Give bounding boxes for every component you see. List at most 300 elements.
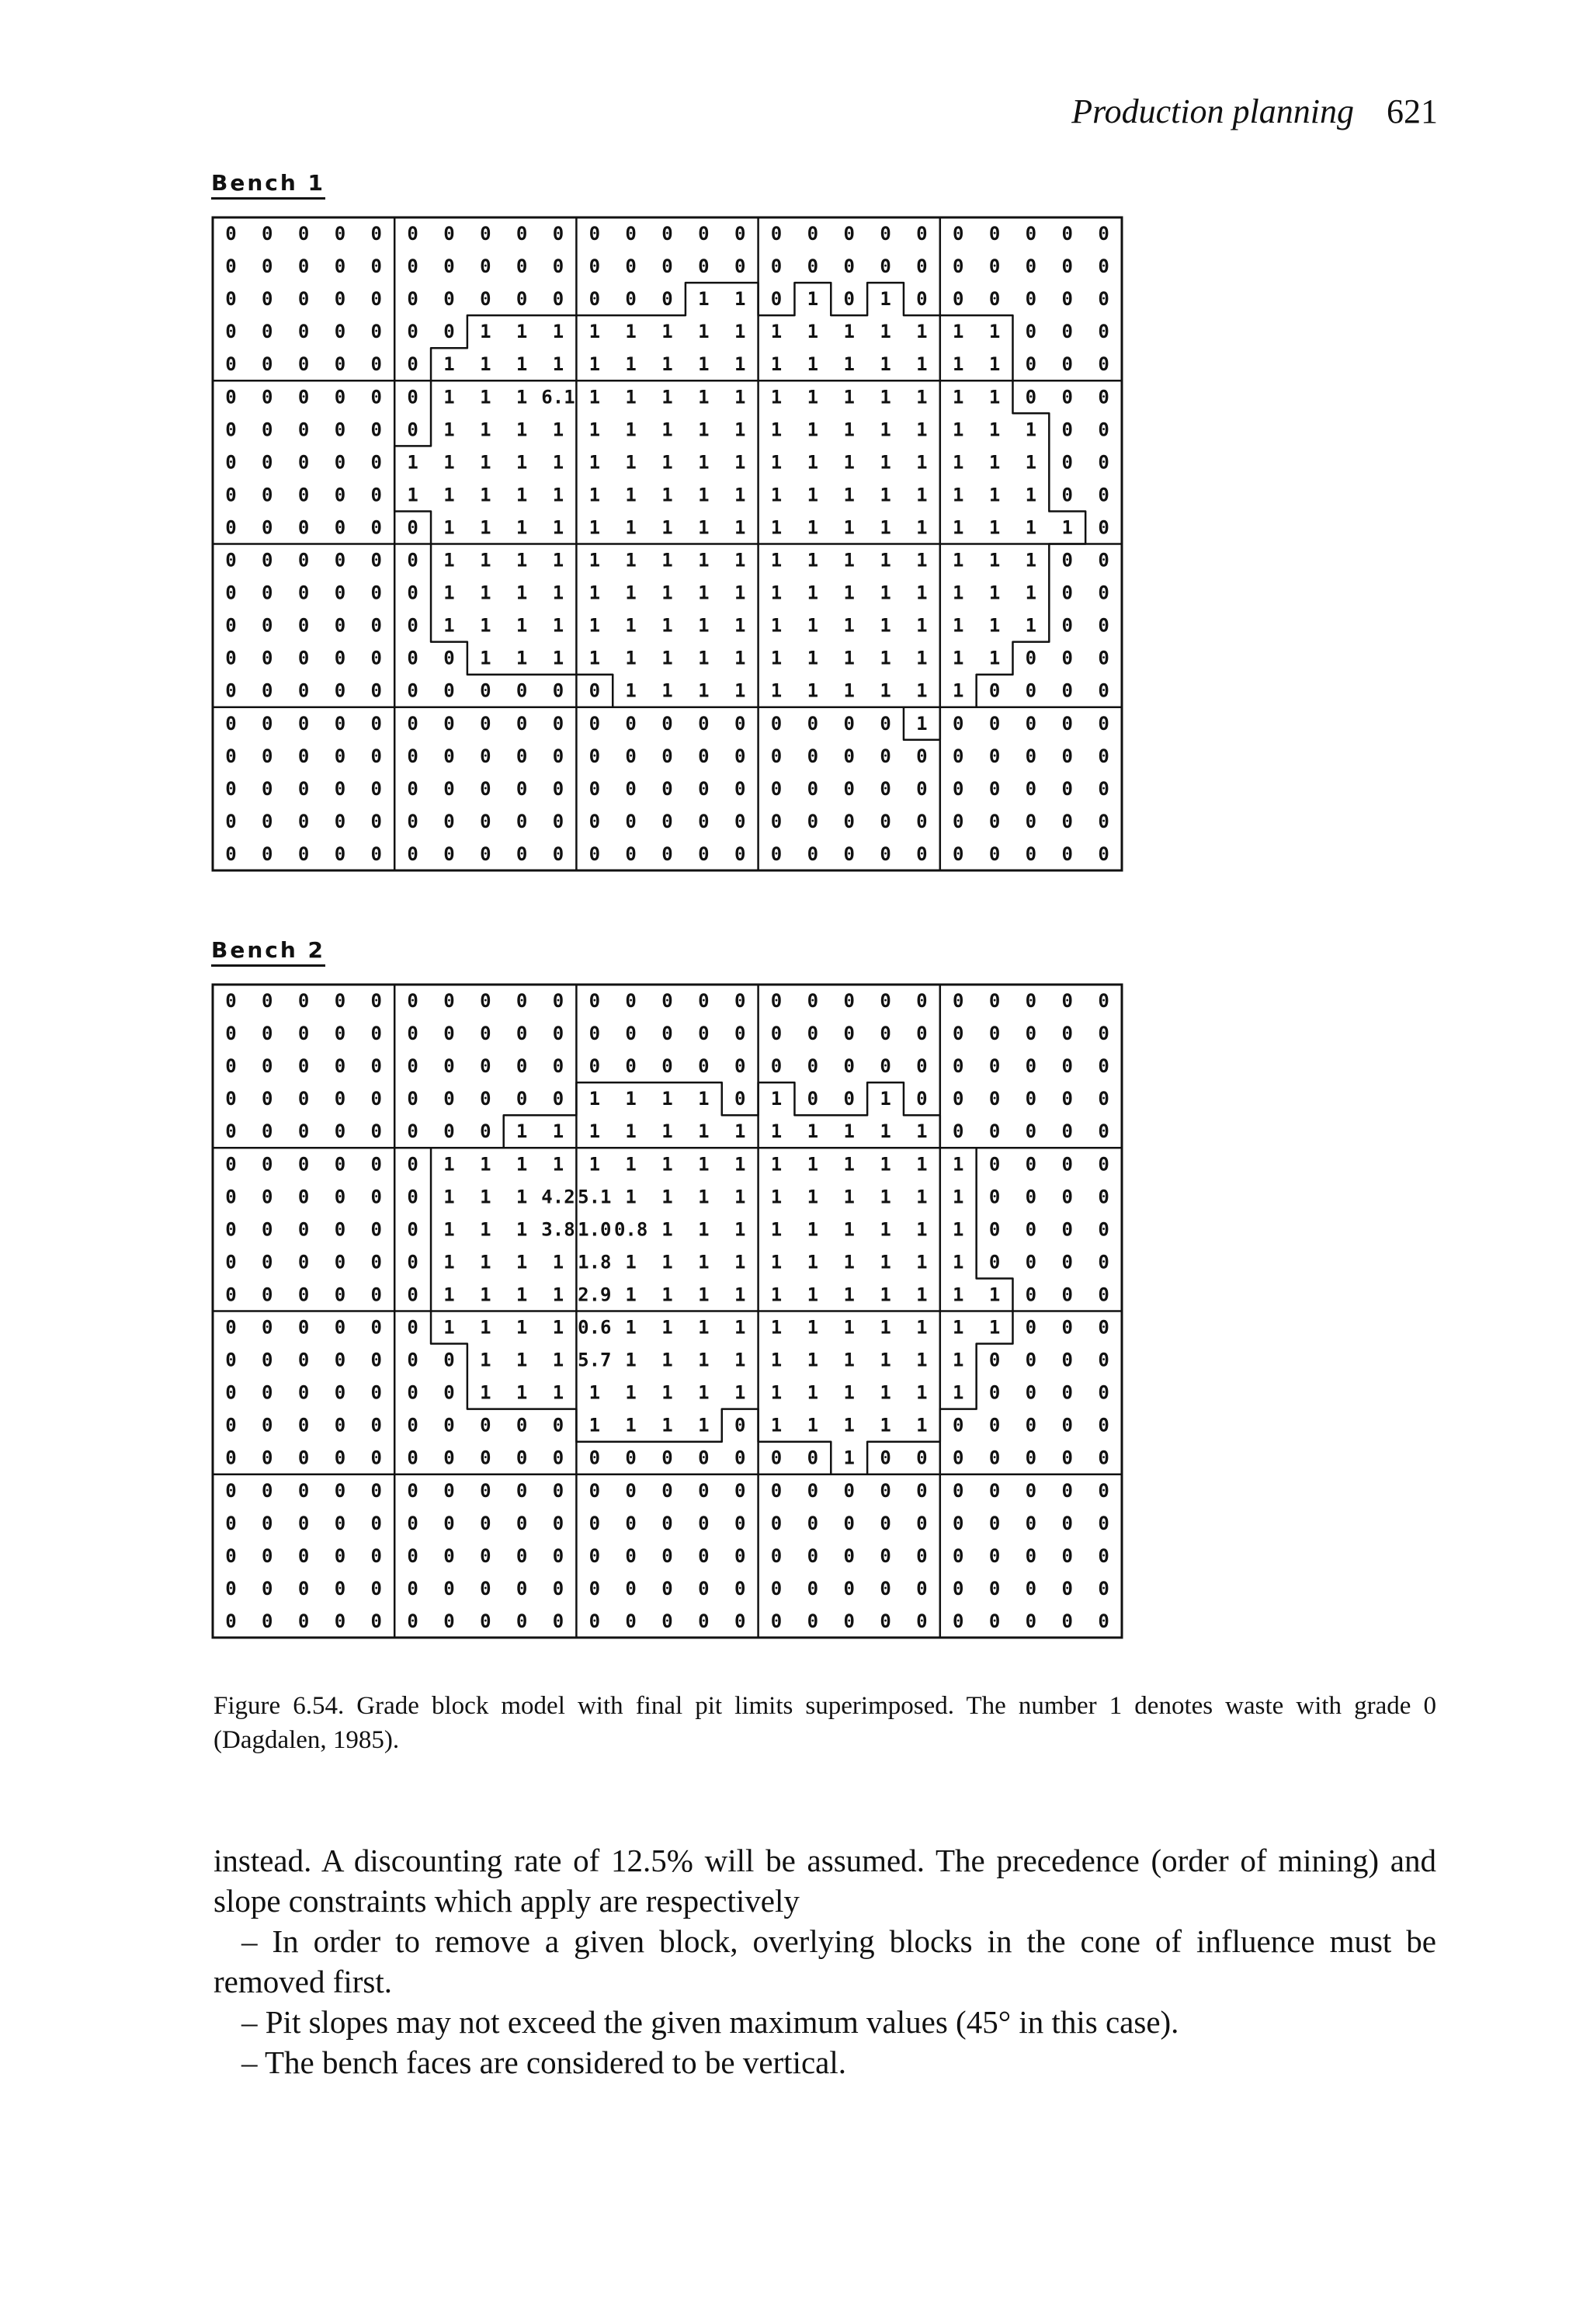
- grid-cell-value: 0: [588, 1023, 601, 1045]
- grid-cell-value: 1: [516, 321, 528, 343]
- grid-cell-value: 0: [262, 353, 273, 376]
- grid-cell-value: 0: [698, 223, 710, 245]
- grid-cell-value: 0: [588, 810, 601, 832]
- grid-cell-value: 0: [1098, 419, 1109, 441]
- grid-cell-value: 1: [1025, 484, 1037, 506]
- grid-cell-value: 1: [988, 386, 1001, 408]
- grid-cell-value: 0: [1061, 1316, 1073, 1339]
- grid-cell-value: 1: [480, 321, 491, 343]
- grid-cell-value: 0: [661, 1610, 673, 1632]
- grid-cell-value: 0: [370, 745, 383, 767]
- grid-cell-value: 0: [552, 1512, 564, 1534]
- grid-cell-value: 0: [225, 990, 237, 1013]
- grid-cell-value: 0: [916, 288, 928, 311]
- grid-cell-value: 0: [843, 1544, 855, 1567]
- grid-cell-value: 1: [661, 582, 673, 604]
- grid-cell-value: 1: [625, 1414, 637, 1436]
- grid-cell-value: 0: [1061, 419, 1073, 441]
- grid-cell-value: 0: [952, 810, 964, 832]
- grid-cell-value: 1: [916, 1284, 928, 1306]
- grid-cell-value: 0: [334, 223, 346, 245]
- grid-cell-value: 0: [916, 1610, 928, 1632]
- grid-cell-value: 0: [734, 1055, 746, 1078]
- grid-cell-value: 0: [916, 1512, 928, 1534]
- grid-cell-value: 0: [370, 1055, 383, 1078]
- grid-cell-value: 0: [698, 1055, 710, 1078]
- grid-cell-value: 0: [880, 990, 891, 1013]
- grid-cell-value: 1: [698, 288, 710, 311]
- grid-cell-value: 0: [407, 777, 418, 800]
- grid-cell-value: 1: [988, 582, 1001, 604]
- grid-cell-value: 0: [407, 810, 418, 832]
- grid-cell-value: 0: [952, 777, 964, 800]
- grid-cell-value: 0: [225, 1055, 237, 1078]
- grid-cell-value: 0: [1098, 321, 1109, 343]
- grid-cell-value: 0: [661, 1055, 673, 1078]
- grid-cell-value: 0: [407, 1153, 418, 1176]
- grid-cell-value: 0: [734, 745, 746, 767]
- grid-cell-value: 0: [734, 1479, 746, 1502]
- grid-cell-value: 0: [770, 1055, 783, 1078]
- grid-cell-value: 0: [516, 745, 528, 767]
- grid-cell-value: 0: [552, 1088, 564, 1110]
- grid-cell-value: 0: [225, 1023, 237, 1045]
- grid-cell-value: 0: [225, 386, 237, 408]
- grid-cell-value: 0: [807, 842, 819, 865]
- grid-cell-value: 1: [661, 353, 673, 376]
- grid-cell-value: 0: [334, 1414, 346, 1436]
- grid-cell-value: 0: [516, 679, 528, 702]
- grid-cell-value: 0: [334, 1023, 346, 1045]
- grid-cell-value: 0: [770, 1447, 783, 1469]
- grid-cell-value: 5.1: [578, 1186, 612, 1208]
- grid-cell-value: 1: [734, 353, 746, 376]
- grid-cell-value: 0: [1025, 842, 1037, 865]
- grid-cell-value: 0: [1061, 1088, 1073, 1110]
- grid-cell-value: 0: [552, 1610, 564, 1632]
- grid-cell-value: 0: [407, 842, 418, 865]
- grid-cell-value: 0: [988, 1349, 1001, 1371]
- grid-cell-value: 1: [516, 386, 528, 408]
- grid-cell-value: 0: [1098, 451, 1109, 474]
- grid-cell-value: 0: [770, 288, 783, 311]
- grid-cell-value: 0: [988, 842, 1001, 865]
- grid-cell-value: 1: [807, 288, 819, 311]
- grid-cell-value: 0.6: [578, 1316, 612, 1339]
- grid-cell-value: 0: [225, 1447, 237, 1469]
- grid-cell-value: 0: [370, 679, 383, 702]
- grid-cell-value: 0: [1061, 386, 1073, 408]
- grid-cell-value: 0: [552, 1055, 564, 1078]
- grid-cell-value: 1: [880, 419, 891, 441]
- grid-cell-value: 0: [407, 647, 418, 669]
- grid-cell-value: 0: [297, 1316, 310, 1339]
- grid-cell-value: 1: [770, 484, 783, 506]
- grid-cell-value: 1: [807, 679, 819, 702]
- grid-cell-value: 0: [334, 679, 346, 702]
- grid-cell-value: 1: [916, 1153, 928, 1176]
- grid-cell-value: 1: [952, 484, 964, 506]
- grid-cell-value: 0: [1061, 1284, 1073, 1306]
- grid-cell-value: 1: [770, 1186, 783, 1208]
- grid-cell-value: 0: [625, 1055, 637, 1078]
- grid-cell-value: 0: [370, 484, 383, 506]
- grid-cell-value: 1: [443, 549, 455, 571]
- grid-cell-value: 0: [1061, 990, 1073, 1013]
- grid-cell-value: 0: [480, 255, 491, 278]
- grid-cell-value: 1: [880, 484, 891, 506]
- grid-cell-value: 0: [480, 1023, 491, 1045]
- grid-cell-value: 1: [516, 1381, 528, 1404]
- grid-cell-value: 1: [734, 1120, 746, 1143]
- grid-cell-value: 0: [225, 1088, 237, 1110]
- grid-cell-value: 1: [734, 1218, 746, 1241]
- grid-cell-value: 0: [370, 1479, 383, 1502]
- grid-cell-value: 1: [625, 614, 637, 637]
- grid-cell-value: 0: [334, 1120, 346, 1143]
- grid-cell-value: 5.7: [578, 1349, 612, 1371]
- grid-cell-value: 0: [262, 516, 273, 539]
- grid-cell-value: 1: [516, 1186, 528, 1208]
- grid-cell-value: 0: [297, 516, 310, 539]
- grid-cell-value: 0: [1025, 810, 1037, 832]
- grid-cell-value: 1: [988, 516, 1001, 539]
- grid-cell-value: 0: [916, 255, 928, 278]
- grid-cell-value: 1: [807, 1284, 819, 1306]
- grid-cell-value: 0: [225, 1381, 237, 1404]
- grid-cell-value: 0: [225, 549, 237, 571]
- grid-cell-value: 0: [225, 1610, 237, 1632]
- grid-cell-value: 0: [516, 255, 528, 278]
- grid-cell-value: 0: [1098, 1577, 1109, 1600]
- grid-cell-value: 1: [661, 1120, 673, 1143]
- grid-cell-value: 1: [988, 1284, 1001, 1306]
- grid-cell-value: 0: [880, 1479, 891, 1502]
- grid-cell-value: 0: [480, 1544, 491, 1567]
- grid-cell-value: 0: [734, 712, 746, 735]
- grid-cell-value: 0: [1098, 1447, 1109, 1469]
- grid-cell-value: 1: [807, 1414, 819, 1436]
- grid-cell-value: 1: [588, 321, 601, 343]
- grid-cell-value: 1: [661, 484, 673, 506]
- grid-cell-value: 1: [734, 647, 746, 669]
- grid-cell-value: 0: [443, 1055, 455, 1078]
- grid-cell-value: 0: [407, 1218, 418, 1241]
- grid-cell-value: 1: [552, 1284, 564, 1306]
- grid-cell-value: 0: [297, 451, 310, 474]
- grid-cell-value: 1: [770, 582, 783, 604]
- grid-cell-value: 1: [952, 386, 964, 408]
- grid-cell-value: 0: [625, 712, 637, 735]
- grid-cell-value: 0: [770, 1512, 783, 1534]
- grid-cell-value: 0: [297, 1284, 310, 1306]
- grid-cell-value: 1: [480, 516, 491, 539]
- grid-cell-value: 1: [770, 1381, 783, 1404]
- grid-cell-value: 0: [770, 255, 783, 278]
- grid-cell-value: 0: [625, 1577, 637, 1600]
- grid-cell-value: 0: [1098, 1512, 1109, 1534]
- grid-cell-value: 0: [334, 484, 346, 506]
- grid-cell-value: 0: [334, 1381, 346, 1404]
- grid-cell-value: 0: [225, 484, 237, 506]
- grid-cell-value: 1: [443, 386, 455, 408]
- grid-cell-value: 0: [988, 745, 1001, 767]
- grid-cell-value: 0: [370, 1512, 383, 1534]
- grid-cell-value: 1: [988, 353, 1001, 376]
- grid-cell-value: 1: [807, 582, 819, 604]
- grid-cell-value: 0: [262, 223, 273, 245]
- grid-cell-value: 0: [443, 223, 455, 245]
- grid-cell-value: 0: [443, 745, 455, 767]
- grid-cell-value: 0: [661, 842, 673, 865]
- grid-cell-value: 0: [807, 223, 819, 245]
- grid-cell-value: 0: [1098, 255, 1109, 278]
- grid-cell-value: 0: [734, 777, 746, 800]
- grid-cell-value: 1: [625, 1316, 637, 1339]
- grid-cell-value: 0: [1061, 1479, 1073, 1502]
- grid-cell-value: 1: [625, 679, 637, 702]
- grid-cell-value: 1: [734, 419, 746, 441]
- grid-cell-value: 0: [1098, 1414, 1109, 1436]
- grid-cell-value: 0: [1061, 1218, 1073, 1241]
- grid-cell-value: 1: [807, 321, 819, 343]
- grid-cell-value: 1: [516, 1251, 528, 1273]
- grid-cell-value: 0: [297, 1251, 310, 1273]
- grid-cell-value: 0: [480, 842, 491, 865]
- grid-cell-value: 0: [443, 842, 455, 865]
- grid-cell-value: 0: [843, 288, 855, 311]
- grid-cell-value: 0: [480, 1447, 491, 1469]
- grid-cell-value: 0: [988, 1153, 1001, 1176]
- grid-cell-value: 0: [552, 990, 564, 1013]
- grid-cell-value: 0: [297, 1447, 310, 1469]
- grid-cell-value: 1: [625, 549, 637, 571]
- grid-cell-value: 0: [225, 451, 237, 474]
- grid-cell-value: 0: [1025, 990, 1037, 1013]
- grid-cell-value: 1: [952, 1153, 964, 1176]
- grid-cell-value: 0: [297, 1577, 310, 1600]
- grid-cell-value: 0: [1061, 1055, 1073, 1078]
- grid-cell-value: 1: [843, 321, 855, 343]
- grid-cell-value: 1: [952, 549, 964, 571]
- grid-cell-value: 0: [225, 1544, 237, 1567]
- grid-cell-value: 1: [880, 1414, 891, 1436]
- grid-cell-value: 1: [880, 1120, 891, 1143]
- grid-cell-value: 1: [916, 1251, 928, 1273]
- grid-cell-value: 0: [661, 1023, 673, 1045]
- grid-cell-value: 0: [807, 777, 819, 800]
- grid-cell-value: 0: [225, 223, 237, 245]
- grid-cell-value: 1: [698, 419, 710, 441]
- grid-cell-value: 0: [297, 1218, 310, 1241]
- grid-cell-value: 1: [843, 1186, 855, 1208]
- grid-cell-value: 0: [297, 419, 310, 441]
- grid-cell-value: 1: [988, 484, 1001, 506]
- grid-cell-value: 0: [1025, 745, 1037, 767]
- grid-cell-value: 0: [734, 810, 746, 832]
- grid-cell-value: 1: [770, 516, 783, 539]
- grid-cell-value: 1: [698, 1349, 710, 1371]
- grid-cell-value: 0: [1025, 1055, 1037, 1078]
- grid-cell-value: 1: [588, 1120, 601, 1143]
- grid-cell-value: 1: [770, 1120, 783, 1143]
- grid-cell-value: 0: [698, 255, 710, 278]
- grid-cell-value: 1: [952, 1381, 964, 1404]
- grid-cell-value: 1: [625, 353, 637, 376]
- grid-cell-value: 0: [1061, 1512, 1073, 1534]
- grid-cell-value: 1: [843, 516, 855, 539]
- grid-cell-value: 1: [698, 1120, 710, 1143]
- grid-cell-value: 0: [262, 451, 273, 474]
- grid-cell-value: 1: [952, 1316, 964, 1339]
- grid-cell-value: 0: [370, 1414, 383, 1436]
- grid-cell-value: 1: [625, 484, 637, 506]
- grid-cell-value: 0: [916, 1577, 928, 1600]
- grid-cell-value: 0: [1025, 1023, 1037, 1045]
- grid-cell-value: 1: [698, 1381, 710, 1404]
- grid-cell-value: 0: [225, 647, 237, 669]
- grid-cell-value: 0: [225, 353, 237, 376]
- grid-cell-value: 1: [443, 353, 455, 376]
- grid-cell-value: 0: [334, 777, 346, 800]
- grid-cell-value: 1: [952, 1251, 964, 1273]
- grid-cell-value: 0: [588, 1479, 601, 1502]
- grid-cell-value: 0: [661, 810, 673, 832]
- grid-cell-value: 0: [370, 353, 383, 376]
- grid-cell-value: 1: [407, 484, 418, 506]
- grid-cell-value: 0: [552, 255, 564, 278]
- grid-cell-value: 1: [916, 1120, 928, 1143]
- grid-cell-value: 0: [407, 1610, 418, 1632]
- grid-cell-value: 1: [843, 549, 855, 571]
- grid-cell-value: 1: [807, 1153, 819, 1176]
- grid-cell-value: 0: [334, 1088, 346, 1110]
- grid-cell-value: 0: [552, 1544, 564, 1567]
- grid-cell-value: 0: [516, 842, 528, 865]
- grid-cell-value: 0: [880, 712, 891, 735]
- grid-cell-value: 0: [588, 1610, 601, 1632]
- grid-cell-value: 0: [225, 1251, 237, 1273]
- grid-cell-value: 0: [988, 1577, 1001, 1600]
- grid-cell-value: 0: [988, 777, 1001, 800]
- grid-cell-value: 0: [988, 1512, 1001, 1534]
- grid-cell-value: 0: [516, 1088, 528, 1110]
- grid-cell-value: 1: [661, 321, 673, 343]
- grid-cell-value: 1: [770, 386, 783, 408]
- grid-cell-value: 0: [297, 1414, 310, 1436]
- grid-cell-value: 0: [988, 223, 1001, 245]
- grid-cell-value: 1: [880, 647, 891, 669]
- grid-cell-value: 0: [262, 1316, 273, 1339]
- grid-cell-value: 0: [297, 777, 310, 800]
- grid-cell-value: 0: [480, 288, 491, 311]
- grid-cell-value: 0: [807, 1055, 819, 1078]
- grid-cell-value: 2.9: [578, 1284, 612, 1306]
- grid-cell-value: 1: [625, 321, 637, 343]
- grid-cell-value: 1: [661, 1153, 673, 1176]
- grid-cell-value: 1: [734, 1316, 746, 1339]
- grid-cell-value: 0: [916, 842, 928, 865]
- grid-cell-value: 0: [1061, 842, 1073, 865]
- grid-cell-value: 1: [552, 516, 564, 539]
- grid-cell-value: 0: [1098, 810, 1109, 832]
- grid-cell-value: 1: [480, 614, 491, 637]
- grid-cell-value: 1: [880, 321, 891, 343]
- grid-cell-value: 0: [1061, 647, 1073, 669]
- grid-cell-value: 1: [952, 679, 964, 702]
- grid-cell-value: 0: [480, 1610, 491, 1632]
- grid-cell-value: 1: [916, 1349, 928, 1371]
- grid-cell-value: 1: [880, 1153, 891, 1176]
- grid-cell-value: 1: [843, 1316, 855, 1339]
- grid-cell-value: 0: [1098, 353, 1109, 376]
- grid-cell-value: 0: [1098, 647, 1109, 669]
- grid-cell-value: 1: [480, 353, 491, 376]
- grid-cell-value: 0: [407, 223, 418, 245]
- grid-cell-value: 0: [225, 1186, 237, 1208]
- grid-cell-value: 0: [262, 1153, 273, 1176]
- grid-cell-value: 0: [297, 321, 310, 343]
- paragraph: instead. A discounting rate of 12.5% will be assumed. The precedence (order of mining) and slope constraints which apply are respectively: [214, 1843, 1436, 1919]
- grid-cell-value: 0: [370, 1577, 383, 1600]
- grid-cell-value: 1: [843, 1153, 855, 1176]
- grid-cell-value: 6.1: [541, 386, 575, 408]
- grid-cell-value: 0: [1025, 353, 1037, 376]
- grid-cell-value: 1: [988, 647, 1001, 669]
- grid-cell-value: 0: [1098, 842, 1109, 865]
- grid-cell-value: 0: [480, 1088, 491, 1110]
- grid-cell-value: 0: [1025, 1186, 1037, 1208]
- grid-cell-value: 0: [407, 679, 418, 702]
- grid-cell-value: 0: [807, 810, 819, 832]
- grid-cell-value: 0: [334, 1577, 346, 1600]
- grid-cell-value: 1: [625, 1186, 637, 1208]
- grid-cell-value: 0: [480, 810, 491, 832]
- grid-cell-value: 1: [952, 353, 964, 376]
- grid-cell-value: 0: [443, 1577, 455, 1600]
- grid-cell-value: 0: [225, 255, 237, 278]
- grid-cell-value: 0: [334, 353, 346, 376]
- grid-cell-value: 0: [916, 810, 928, 832]
- grid-cell-value: 0: [370, 223, 383, 245]
- grid-cell-value: 0: [334, 1544, 346, 1567]
- grid-cell-value: 0: [1098, 1023, 1109, 1045]
- grid-cell-value: 0: [443, 712, 455, 735]
- grid-cell-value: 0: [225, 745, 237, 767]
- grid-cell-value: 0: [698, 1512, 710, 1534]
- grid-cell-value: 1: [661, 1186, 673, 1208]
- grid-cell-value: 0: [1025, 679, 1037, 702]
- grid-cell-value: 1: [916, 647, 928, 669]
- grid-cell-value: 1: [843, 353, 855, 376]
- grid-cell-value: 1: [698, 1088, 710, 1110]
- grid-cell-value: 1: [661, 1316, 673, 1339]
- grid-cell-value: 1: [625, 1349, 637, 1371]
- grid-cell-value: 0: [370, 549, 383, 571]
- grid-cell-value: 0: [370, 321, 383, 343]
- grid-cell-value: 0: [516, 990, 528, 1013]
- grid-cell-value: 0: [334, 712, 346, 735]
- grid-cell-value: 0: [661, 777, 673, 800]
- grid-cell-value: 1: [661, 1414, 673, 1436]
- grid-cell-value: 1: [988, 321, 1001, 343]
- grid-cell-value: 0: [952, 255, 964, 278]
- grid-cell-value: 0: [1061, 1447, 1073, 1469]
- grid-cell-value: 1: [843, 1284, 855, 1306]
- grid-cell-value: 1: [588, 614, 601, 637]
- grid-cell-value: 0: [988, 1023, 1001, 1045]
- grid-cell-value: 1: [443, 419, 455, 441]
